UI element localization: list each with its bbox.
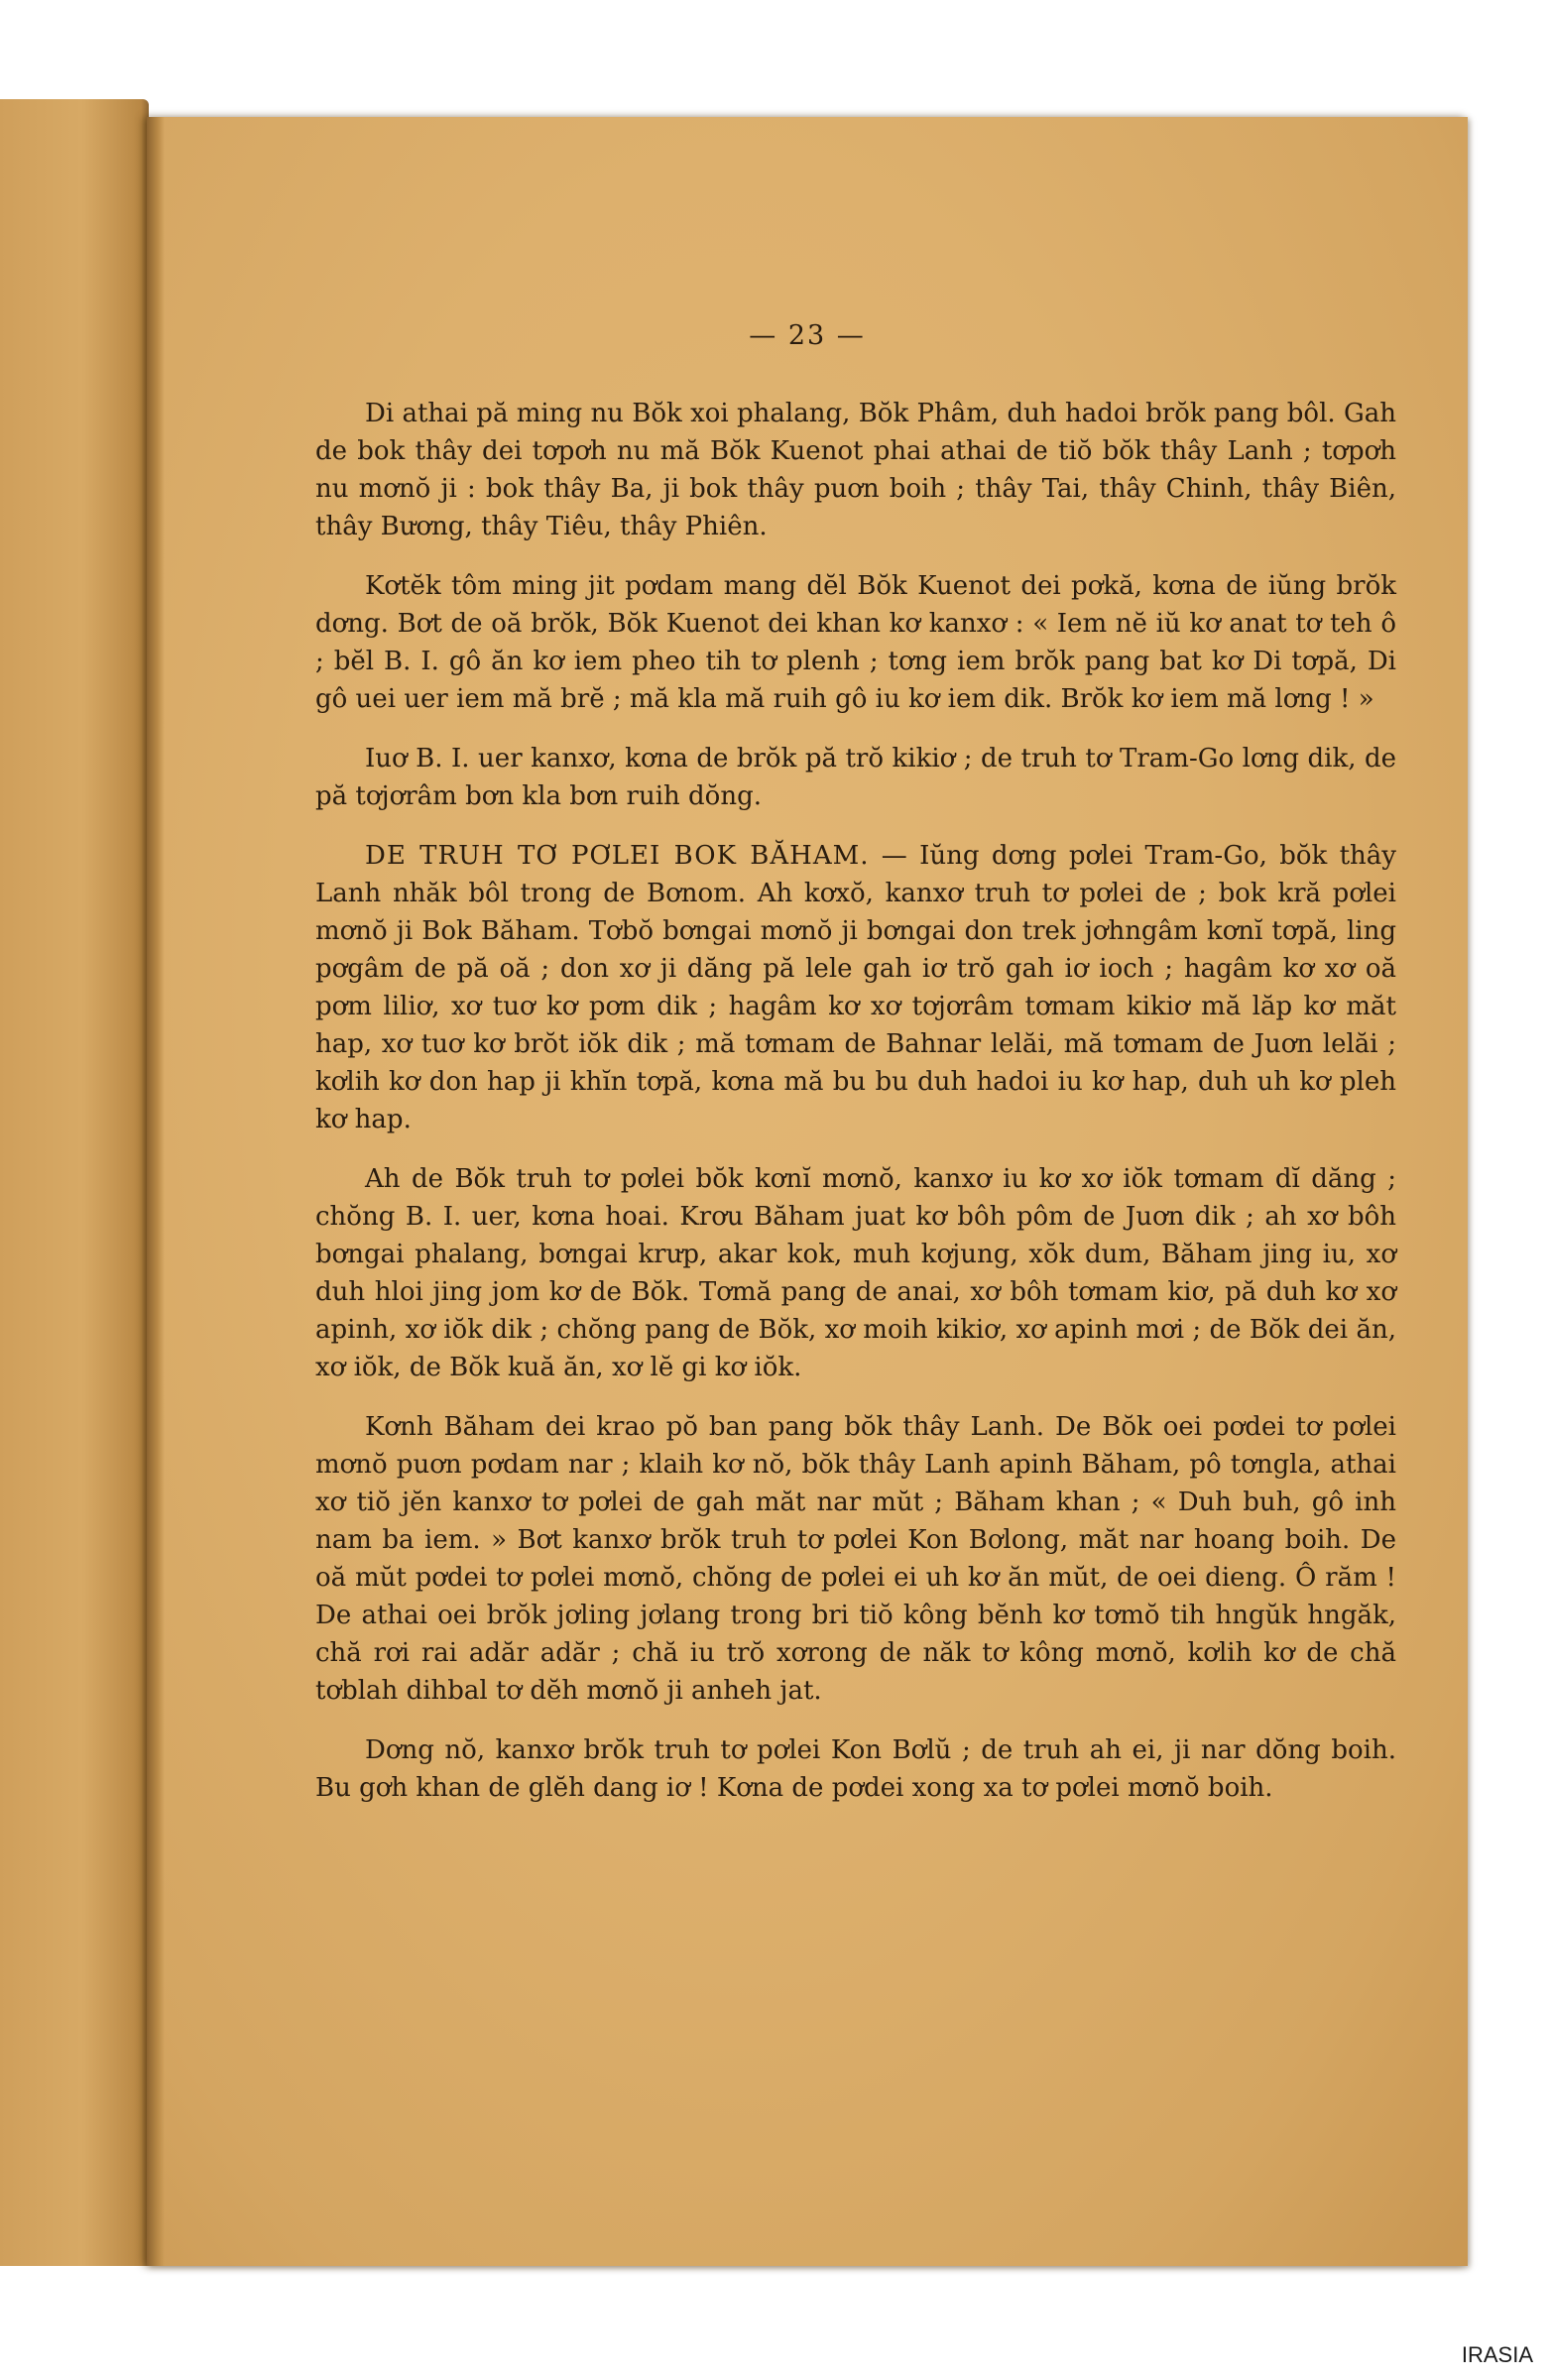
section-paragraph — [315, 837, 1396, 1138]
book-page — [147, 117, 1468, 2266]
previous-page-edge — [0, 99, 149, 2266]
paragraph: Dơng nŏ, kanxơ brŏk truh tơ pơlei Kon Bơlŭ ; de truh ah ei, ji nar dŏng boih. Bu gơh khan de glĕh dang iơ ! Kơna de pơdei xong xa tơ pơlei mơnŏ boih. — [315, 1735, 1396, 1803]
paragraph: Kơtĕk tôm ming jit pơdam mang dĕl Bŏk Kuenot dei pơkă, kơna de iŭng brŏk dơng. Bơt de oă brŏk, Bŏk Kuenot dei khan kơ kanxơ : « Iem nĕ iŭ kơ anat tơ teh ô ; bĕl B. I. gô ăn kơ iem pheo tih tơ plenh ; tơng iem brŏk pang bat kơ Di tơpă, Di gô uei uer iem mă brĕ ; mă kla mă ruih gô iu kơ iem dik. Brŏk kơ iem mă lơng ! » — [315, 571, 1396, 714]
paragraph: Kơnh Băham dei krao pŏ ban pang bŏk thây Lanh. De Bŏk oei pơdei tơ pơlei mơnŏ puơn pơdam nar ; klaih kơ nŏ, bŏk thây Lanh apinh Băham, pô tơngla, athai xơ tiŏ jĕn kanxơ tơ pơlei de gah măt nar mŭt ; Băham khan ; « Duh buh, gô inh nam ba iem. » Bơt kanxơ brŏk truh tơ pơlei Kon Bơlong, măt nar hoang boih. De oă mŭt pơdei tơ pơlei mơnŏ, chŏng de pơlei ei uh kơ ăn mŭt, de oei dieng. Ô răm ! De athai oei brŏk jơling jơlang trong bri tiŏ kông bĕnh kơ tơmŏ tih hngŭk hngăk, chă rơi rai adăr adăr ; chă iu trŏ xơrong de năk tơ kông mơnŏ, kơlih kơ de chă tơblah dihbal tơ dĕh mơnŏ ji anheh jat. — [315, 1412, 1396, 1706]
paragraph: Ah de Bŏk truh tơ pơlei bŏk kơnĭ mơnŏ, kanxơ iu kơ xơ iŏk tơmam dĭ dăng ; chŏng B. I. uer, kơna hoai. Krơu Băham juat kơ bôh pôm de Juơn dik ; ah xơ bôh bơngai phalang, bơngai krưp, akar kok, muh kơjung, xŏk dum, Băham jing iu, xơ duh hloi jing jom kơ de Bŏk. Tơmă pang de anai, xơ bôh tơmam kiơ, pă duh kơ xơ apinh, xơ iŏk dik ; chŏng pang de Bŏk, xơ moih kikiơ, xơ apinh mơi ; de Bŏk dei ăn, xơ iŏk, de Bŏk kuă ăn, xơ lĕ gi kơ iŏk. — [315, 1164, 1396, 1382]
page-number: — 23 — — [749, 320, 866, 351]
paragraph: Di athai pă ming nu Bŏk xoi phalang, Bŏk Phâm, duh hadoi brŏk pang bôl. Gah de bok thây dei tơpơh nu mă Bŏk Kuenot phai athai de tiŏ bŏk thây Lanh ; tơpơh nu mơnŏ ji : bok thây Ba, ji bok thây puơn boih ; thây Tai, thây Chinh, thây Biên, thây Bương, thây Tiêu, thây Phiên. — [315, 399, 1396, 541]
section-text: — Iŭng dơng pơlei Tram-Go, bŏk thây Lanh nhăk bôl trong de Bơnom. Ah kơxŏ, kanxơ truh tơ pơlei de ; bok kră pơlei mơnŏ ji Bok Băham. Tơbŏ bơngai mơnŏ ji bơngai don trek jơhngâm kơnĭ tơpă, ling pơgâm de pă oă ; don xơ ji dăng pă lele gah iơ trŏ gah iơ ioch ; hagâm kơ xơ oă pơm liliơ, xơ tuơ kơ pơm dik ; hagâm kơ xơ tơjơrâm tơmam kikiơ mă lăp kơ măt hap, xơ tuơ kơ brŏt iŏk dik ; mă tơmam de Bahnar lelăi, mă tơmam de Juơn lelăi ; kơlih kơ don hap ji khĭn tơpă, kơna mă bu bu duh hadoi iu kơ hap, duh uh kơ pleh kơ hap. — [315, 841, 1396, 1134]
section-title: DE TRUH TƠ PƠLEI BOK BĂHAM. — [365, 841, 870, 871]
paragraph: Iuơ B. I. uer kanxơ, kơna de brŏk pă trŏ kikiơ ; de truh tơ Tram-Go lơng dik, de pă tơjơrâm bơn kla bơn ruih dŏng. — [315, 744, 1396, 811]
page-binding-shadow — [147, 117, 165, 2266]
page-body — [315, 395, 1396, 1829]
watermark-label: IRASIA — [1461, 2342, 1533, 2367]
